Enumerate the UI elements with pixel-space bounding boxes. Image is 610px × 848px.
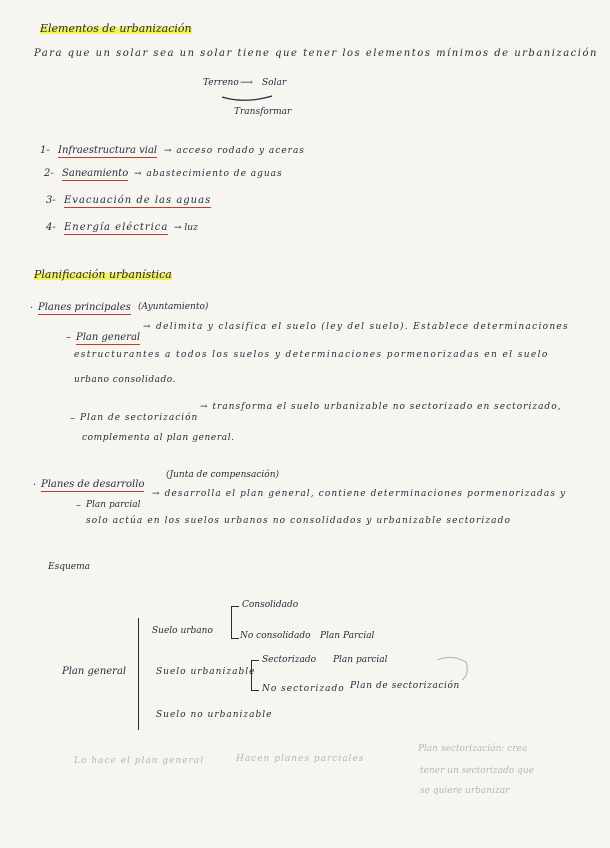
faint-note-b: Hacen planes parciales (236, 754, 365, 764)
plan-sectorizacion-line-2: complementa al plan general. (82, 433, 235, 443)
planes-principales-title: Planes principales (38, 302, 131, 313)
sectorizado: Sectorizado (262, 655, 317, 665)
plan-general-title: Plan general (76, 332, 141, 343)
plan-sectorizacion: Plan de sectorización (350, 681, 460, 691)
plan-general-line-1: → delimita y clasifica el suelo (ley del suelo). Establece determinaciones (143, 322, 569, 332)
dash-icon: – (66, 332, 71, 343)
dash-icon: – (70, 413, 75, 424)
bullet-icon: · (30, 303, 34, 314)
no-sectorizado: No sectorizado (262, 684, 345, 694)
no-consolidado: No consolidado (240, 631, 311, 641)
planes-principales-note: (Ayuntamiento) (138, 302, 209, 312)
faint-note-c2: tener un sectorizado que (420, 766, 534, 776)
section-title-urbanizacion: Elementos de urbanización (40, 22, 192, 35)
esquema-label: Esquema (48, 562, 90, 572)
faint-note-c3: se quiere urbanizar (420, 786, 510, 796)
diagram-terreno: Terreno (203, 78, 239, 88)
plan-general-line-2: estructurantes a todos los suelos y determinaciones pormenorizadas en el suelo (74, 350, 549, 360)
diagram-solar: Solar (262, 78, 287, 88)
planes-desarrollo-title: Planes de desarrollo (41, 479, 145, 490)
intro-text: Para que un solar sea un solar tiene que tener los elementos mínimos de urbanización (34, 48, 598, 59)
plan-sectorizacion-title: Plan de sectorización (80, 413, 199, 423)
consolidado: Consolidado (242, 600, 299, 610)
suelo-no-urbanizable: Suelo no urbanizable (156, 710, 273, 720)
diagram-transformar: Transformar (234, 107, 292, 117)
dash-icon: – (76, 500, 81, 511)
planes-desarrollo-note: (Junta de compensación) (166, 470, 280, 480)
plan-parcial-line-1: → desarrolla el plan general, contiene determinaciones pormenorizadas y (152, 489, 567, 499)
plan-parcial-title: Plan parcial (86, 500, 141, 510)
notebook-page: Elementos de urbanización Para que un solar sea un solar tiene que tener los elementos mínimos de urbanización Terreno ⟶ Solar Transformar 1- Infraestructura vial → acceso rodado y aceras 2- Saneamiento → abastecimiento de aguas 3- Evacuación de las aguas 4- Energía eléctrica → luz Planificación urbanística · Planes principales (Ayuntamiento) – Plan general → delimita y clasifica el suelo (ley del suelo). Establece determinaciones estructurantes a todos los suelos y determinaciones pormenorizadas en el suelo urbano consolidado. – Plan de sectorización → transforma el suelo urbanizable no sectorizado en sectorizado, complementa al plan general. · Planes de desarrollo (Junta de compensación) – Plan parcial → desarrolla el plan general, contiene determinaciones pormenorizadas y solo actúa en los suelos urbanos no consolidados y urbanizable sectorizado Esquema Plan general Suelo urbano Consolidado No consolidado Plan Parcial Suelo urbanizable Sectorizado Plan parcial No sectorizado Plan de sectorización Suelo no urbanizable Lo hace el plan general Hacen planes parciales Plan sectorización: crea tener un sectorizado que se quiere urbanizar (0, 0, 610, 848)
bullet-icon: · (33, 480, 37, 491)
suelo-urbano: Suelo urbano (152, 626, 213, 636)
plan-parcial-line-2: solo actúa en los suelos urbanos no consolidados y urbanizable sectorizado (86, 516, 512, 526)
plan-parcial-a: Plan Parcial (320, 631, 375, 641)
plan-sectorizacion-line-1: → transforma el suelo urbanizable no sectorizado en sectorizado, (200, 402, 562, 412)
section-title-planificacion: Planificación urbanística (34, 268, 172, 281)
faint-note-a: Lo hace el plan general (74, 756, 205, 766)
plan-parcial-b: Plan parcial (333, 655, 388, 665)
faint-note-c1: Plan sectorización: crea (418, 744, 528, 754)
suelo-urbanizable: Suelo urbanizable (156, 667, 256, 677)
esquema-root: Plan general (62, 666, 127, 677)
arrow-icon: ⟶ (240, 78, 253, 88)
plan-general-line-3: urbano consolidado. (74, 375, 176, 385)
